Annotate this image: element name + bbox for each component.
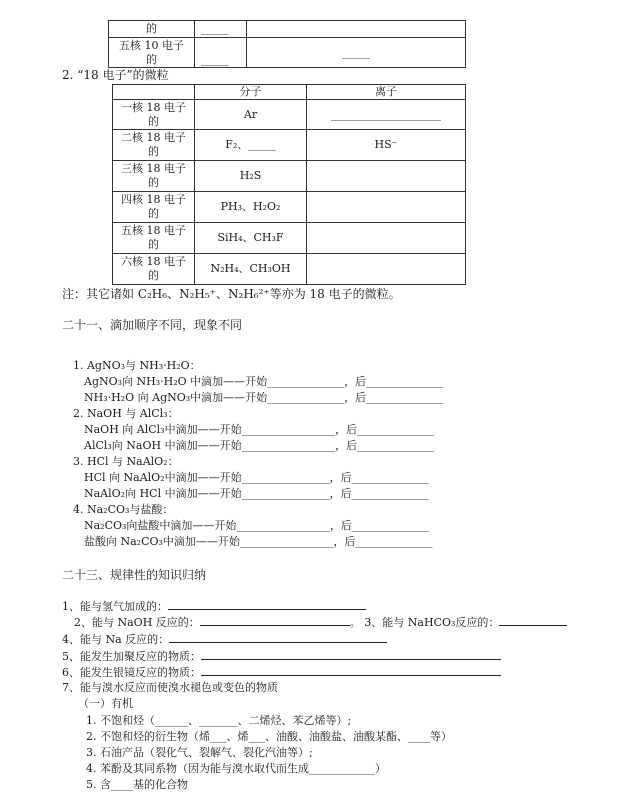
molecule-cell: PH₃、H₂O₂ [195, 192, 307, 223]
rule7-subhead: （一）有机 [78, 697, 133, 710]
row-label: 五核 10 电子的 [109, 38, 195, 68]
item2-head: 2. NaOH 与 AlCl₃： [73, 407, 179, 420]
rule7-sub3: 3. 石油产品（裂化气、裂解气、裂化汽油等）; [86, 746, 313, 759]
row-label: 二核 18 电子的 [113, 130, 195, 161]
header-ion: 离子 [307, 85, 466, 100]
row-label: 的 [109, 21, 195, 38]
note: 注：其它诸如 C₂H₆、N₂H₅⁺、N₂H₆²⁺等亦为 18 电子的微粒。 [62, 287, 401, 301]
ion-cell: HS⁻ [307, 130, 466, 161]
ion-cell: ____________________ [307, 100, 466, 130]
blank [200, 614, 350, 626]
electron10-table [108, 20, 466, 68]
header-molecule: 分子 [195, 85, 307, 100]
rule4: 4、能与 Na 反应的： [62, 631, 387, 647]
item2-line1: NaOH 向 AlCl₃中滴加——开始_________________，后______________ [84, 423, 435, 436]
rule7-sub2: 2. 不饱和烃的衍生物（烯___、烯___、油酸、油酸盐、油酸某酯、____等） [86, 730, 452, 743]
row-label: 六核 18 电子的 [113, 254, 195, 285]
rule7-sub5: 5. 含____基的化合物 [86, 778, 188, 791]
blank [168, 598, 366, 610]
item1-head: 1. AgNO₃与 NH₃·H₂O： [73, 359, 201, 372]
molecule-cell: H₂S [195, 161, 307, 192]
rule2-3: 2、能与 NaOH 反应的： 。 3、能与 NaHCO₃反应的： [74, 614, 567, 630]
molecule-cell: _____ [195, 21, 247, 38]
molecule-cell: N₂H₄、CH₃OH [195, 254, 307, 285]
item3-line2: NaAlO₂向 HCl 中滴加——开始________________，后______________ [84, 487, 429, 500]
blank [201, 648, 501, 660]
item3-line1: HCl 向 NaAlO₂中滴加——开始________________，后______________ [84, 471, 429, 484]
row-label: 一核 18 电子的 [113, 100, 195, 130]
section23-title: 二十三、规律性的知识归纳 [62, 568, 207, 582]
item4-line1: Na₂CO₃向盐酸中滴加——开始_________________，后______________ [84, 519, 429, 532]
row-label: 三核 18 电子的 [113, 161, 195, 192]
ion-cell [307, 161, 466, 192]
ion-cell [307, 192, 466, 223]
blank [169, 631, 387, 643]
rule7-sub4: 4. 苯酚及其同系物（因为能与溴水取代而生成____________） [86, 762, 386, 775]
ion-cell [247, 21, 466, 38]
rule7: 7、能与溴水反应而使溴水褪色或变色的物质 [62, 681, 278, 694]
rule6: 6、能发生银镜反应的物质： [62, 664, 501, 680]
item4-line2: 盐酸向 Na₂CO₃中滴加——开始_________________，后______________ [84, 535, 433, 548]
row-label: 四核 18 电子的 [113, 192, 195, 223]
blank [499, 614, 567, 626]
item2-line2: AlCl₃向 NaOH 中滴加——开始_________________，后______________ [84, 439, 435, 452]
rule1: 1、能与氢气加成的： [62, 598, 366, 614]
section21-title: 二十一、滴加顺序不同，现象不同 [62, 318, 243, 332]
row-label: 五核 18 电子的 [113, 223, 195, 254]
ion-cell [307, 254, 466, 285]
molecule-cell: Ar [195, 100, 307, 130]
header-blank [113, 85, 195, 100]
item1-line1: AgNO₃向 NH₃·H₂O 中滴加——开始______________，后______________ [84, 375, 444, 388]
ion-cell: _____ [247, 38, 466, 68]
rule5: 5、能发生加聚反应的物质： [62, 648, 501, 664]
rule7-sub1: 1. 不饱和烃（______、_______、二烯烃、苯乙烯等）; [86, 714, 352, 727]
section2-title: 2. “18 电子”的微粒 [62, 68, 169, 82]
item3-head: 3. HCl 与 NaAlO₂： [73, 455, 179, 468]
molecule-cell: _____ [195, 38, 247, 68]
item1-line2: NH₃·H₂O 向 AgNO₃中滴加——开始______________，后______________ [84, 391, 444, 404]
molecule-cell: F₂、_____ [195, 130, 307, 161]
molecule-cell: SiH₄、CH₃F [195, 223, 307, 254]
electron18-table [112, 84, 466, 285]
item4-head: 4. Na₂CO₃与盐酸： [73, 503, 174, 516]
ion-cell [307, 223, 466, 254]
blank [201, 664, 501, 676]
